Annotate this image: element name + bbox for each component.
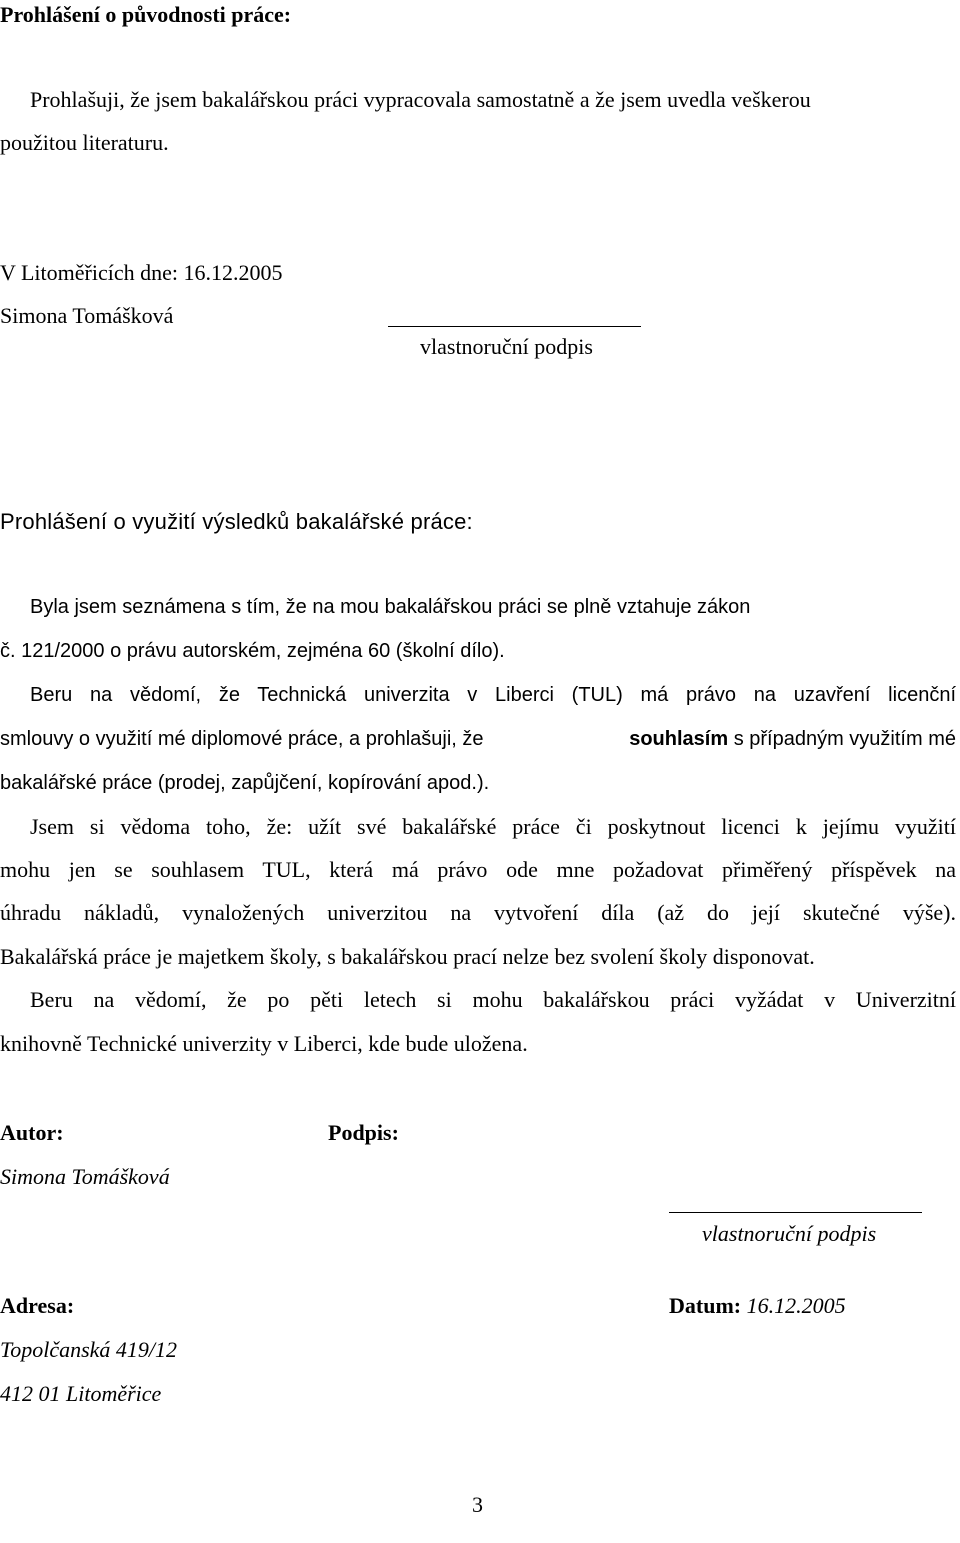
originality-line-1: Prohlašuji, že jsem bakalářskou práci vypracovala samostatně a že jsem uvedla veškerou xyxy=(30,87,811,112)
use-p1-line-1: Byla jsem seznámena s tím, že na mou bakalářskou práci se plně vztahuje zákon xyxy=(30,596,751,618)
signature-line-top xyxy=(388,326,641,327)
use-p2-line-1: Beru na vědomí, že Technická univerzita v Liberci (TUL) má právo na uzavření licenční xyxy=(30,684,956,706)
use-p3-line-1: Jsem si vědoma toho, že: užít své bakalářské práce či poskytnout licenci k jejímu využití xyxy=(30,814,956,839)
page-number: 3 xyxy=(472,1492,483,1517)
use-p3-line-2: mohu jen se souhlasem TUL, která má právo ode mne požadovat přiměřený příspěvek na xyxy=(0,857,956,882)
agree-word: souhlasím xyxy=(629,728,729,750)
use-p2-line-2-before: smlouvy o využití mé diplomové práce, a prohlašuji, že xyxy=(0,728,484,750)
signature-line-bottom xyxy=(669,1212,922,1213)
signature-label-top: vlastnoruční podpis xyxy=(420,334,593,359)
date-label: Datum: xyxy=(669,1293,742,1318)
use-p1-line-2: č. 121/2000 o právu autorském, zejména 60 (školní dílo). xyxy=(0,640,505,662)
author-name-top: Simona Tomášková xyxy=(0,303,174,328)
use-p2-line-3: bakalářské práce (prodej, zapůjčení, kopírování apod.). xyxy=(0,772,490,794)
author-name: Simona Tomášková xyxy=(0,1164,170,1189)
signature-label: Podpis: xyxy=(328,1120,399,1145)
originality-line-2: použitou literaturu. xyxy=(0,130,169,155)
address-line-1: Topolčanská 419/12 xyxy=(0,1337,178,1362)
address-line-2: 412 01 Litoměřice xyxy=(0,1381,162,1406)
signature-caption: vlastnoruční podpis xyxy=(702,1221,877,1246)
author-label: Autor: xyxy=(0,1120,64,1145)
use-p2-line-2 xyxy=(0,729,956,749)
address-label: Adresa: xyxy=(0,1293,75,1318)
use-p4-line-2: knihovně Technické univerzity v Liberci, kde bude uložena. xyxy=(0,1031,528,1056)
date-value: 16.12.2005 xyxy=(746,1293,846,1318)
heading-originality: Prohlášení o původnosti práce: xyxy=(0,2,292,27)
date-block xyxy=(669,1295,846,1317)
heading-use: Prohlášení o využití výsledků bakalářské práce: xyxy=(0,509,473,534)
use-p4-line-1: Beru na vědomí, že po pěti letech si mohu bakalářskou práci vyžádat v Univerzitní xyxy=(30,987,956,1012)
use-p2-line-2-after: s případným využitím mé xyxy=(733,728,956,750)
place-date: V Litoměřicích dne: 16.12.2005 xyxy=(0,260,283,285)
use-p3-line-4: Bakalářská práce je majetkem školy, s bakalářskou prací nelze bez svolení školy disponovat. xyxy=(0,944,815,969)
use-p3-line-3: úhradu nákladů, vynaložených univerzitou na vytvoření díla (až do její skutečné výše). xyxy=(0,900,956,925)
